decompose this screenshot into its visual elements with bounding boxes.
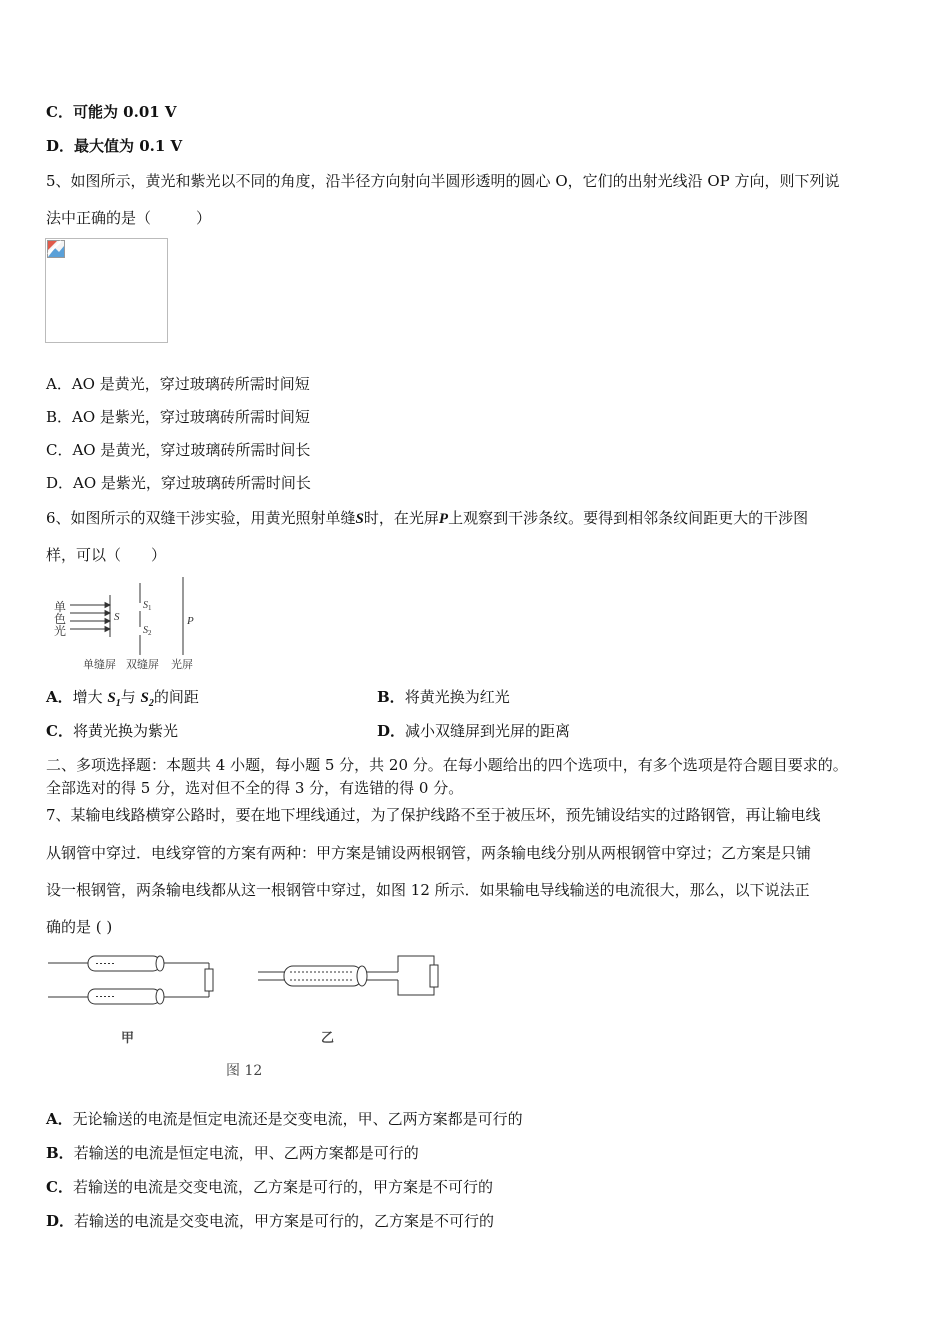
option-text: 若输送的电流是交变电流，乙方案是可行的，甲方案是不可行的 bbox=[72, 1178, 493, 1196]
q6-option-d bbox=[377, 721, 570, 741]
q5-option-b: B．AO 是紫光，穿过玻璃砖所需时间短 bbox=[46, 408, 310, 426]
option-text: 的间距 bbox=[153, 688, 199, 706]
slit-s-label: S bbox=[114, 611, 120, 623]
q4-option-c bbox=[46, 102, 177, 122]
scheme-yi bbox=[258, 956, 438, 995]
option-text: 减小双缝屏到光屏的距离 bbox=[405, 722, 571, 740]
screen-p-label: P bbox=[187, 615, 194, 627]
double-slit-diagram bbox=[50, 575, 210, 673]
option-text: 若输送的电流是交变电流，甲方案是可行的，乙方案是不可行的 bbox=[74, 1212, 495, 1230]
option-label: B． bbox=[46, 1144, 74, 1162]
option-label: D． bbox=[377, 722, 406, 740]
option-label: D． bbox=[46, 1212, 75, 1230]
option-s1: $S_1$ bbox=[107, 690, 121, 709]
q6-stem-line1 bbox=[46, 508, 808, 529]
option-label: C． bbox=[46, 1178, 73, 1196]
q5-stem-line1: 5、如图所示，黄光和紫光以不同的角度，沿半径方向射向半圆形透明的圆心 O，它们的出射光线沿 OP 方向，则下列说 bbox=[46, 172, 840, 190]
q5-option-a: A．AO 是黄光，穿过玻璃砖所需时间短 bbox=[46, 375, 310, 393]
q6-option-c bbox=[46, 721, 178, 741]
q4-option-d bbox=[46, 136, 182, 156]
q6-stem-part: 上观察到干涉条纹。要得到相邻条纹间距更大的干涉图 bbox=[448, 509, 809, 527]
option-label: C． bbox=[46, 103, 73, 121]
q6-stem-part: 时，在光屏 bbox=[363, 509, 439, 527]
option-label: B． bbox=[377, 688, 405, 706]
broken-image-icon bbox=[47, 240, 65, 258]
option-label: C． bbox=[46, 722, 73, 740]
option-text: 与 bbox=[120, 688, 141, 706]
label-yi: 乙 bbox=[321, 1031, 335, 1046]
option-label: A． bbox=[46, 1110, 73, 1128]
q6-option-b bbox=[377, 687, 510, 707]
q7-option-c bbox=[46, 1177, 493, 1197]
option-text: 可能为 0.01 V bbox=[72, 103, 177, 121]
q7-stem-line1: 7、某输电线路横穿公路时，要在地下埋线通过，为了保护线路不至于被压坏，预先铺设结实的过路钢管，再让输电线 bbox=[46, 806, 821, 824]
q6-stem-s: S bbox=[355, 511, 364, 527]
option-s2: $S_2$ bbox=[140, 690, 154, 709]
q7-option-d bbox=[46, 1211, 494, 1231]
q7-option-b bbox=[46, 1143, 419, 1163]
q5-option-d: D．AO 是紫光，穿过玻璃砖所需时间长 bbox=[46, 474, 311, 492]
slit-s1-label: $S_1$ bbox=[143, 600, 152, 612]
q6-option-a bbox=[46, 687, 199, 714]
q7-stem-line4: 确的是 ( ) bbox=[46, 918, 113, 936]
slit-s2-label: $S_2$ bbox=[143, 625, 152, 637]
light-label-char: 光 bbox=[54, 624, 67, 638]
q6-stem-line2: 样，可以（ ） bbox=[46, 546, 167, 564]
option-text: 增大 bbox=[72, 688, 108, 706]
light-arrows bbox=[70, 603, 110, 632]
caption-double-slit: 双缝屏 bbox=[126, 658, 159, 671]
option-label: D． bbox=[46, 137, 75, 155]
q5-stem-line2: 法中正确的是（ ） bbox=[46, 209, 212, 227]
scheme-jia bbox=[48, 956, 213, 1004]
section2-heading-line1: 二、多项选择题：本题共 4 小题，每小题 5 分，共 20 分。在每小题给出的四个选项中，有多个选项是符合题目要求的。 bbox=[46, 756, 848, 774]
figure-12-pipes bbox=[46, 945, 446, 1085]
light-label-char: 单 bbox=[54, 600, 67, 614]
caption-light-screen: 光屏 bbox=[171, 658, 193, 671]
option-text: 将黄光换为红光 bbox=[404, 688, 510, 706]
figure-caption: 图 12 bbox=[226, 1063, 263, 1079]
q5-figure-placeholder bbox=[45, 238, 168, 343]
option-text: 若输送的电流是恒定电流，甲、乙两方案都是可行的 bbox=[73, 1144, 419, 1162]
label-jia: 甲 bbox=[121, 1031, 135, 1046]
caption-single-slit: 单缝屏 bbox=[83, 658, 116, 671]
q6-stem-p: P bbox=[438, 511, 449, 527]
option-text: 最大值为 0.1 V bbox=[74, 137, 183, 155]
q6-stem-part: 6、如图所示的双缝干涉实验，用黄光照射单缝 bbox=[46, 509, 356, 527]
q7-stem-line3: 设一根钢管，两条输电线都从这一根钢管中穿过，如图 12 所示．如果输电导线输送的电流很大，那么，以下说法正 bbox=[46, 881, 810, 899]
option-label: A． bbox=[46, 688, 73, 706]
q7-stem-line2: 从钢管中穿过．电线穿管的方案有两种：甲方案是铺设两根钢管，两条输电线分别从两根钢管中穿过；乙方案是只铺 bbox=[46, 844, 812, 862]
q7-option-a bbox=[46, 1109, 523, 1129]
option-text: 将黄光换为紫光 bbox=[72, 722, 178, 740]
option-text: 无论输送的电流是恒定电流还是交变电流，甲、乙两方案都是可行的 bbox=[72, 1110, 523, 1128]
light-label-char: 色 bbox=[54, 612, 67, 626]
q5-option-c: C．AO 是黄光，穿过玻璃砖所需时间长 bbox=[46, 441, 311, 459]
section2-heading-line2: 全部选对的得 5 分，选对但不全的得 3 分，有选错的得 0 分。 bbox=[46, 779, 464, 797]
